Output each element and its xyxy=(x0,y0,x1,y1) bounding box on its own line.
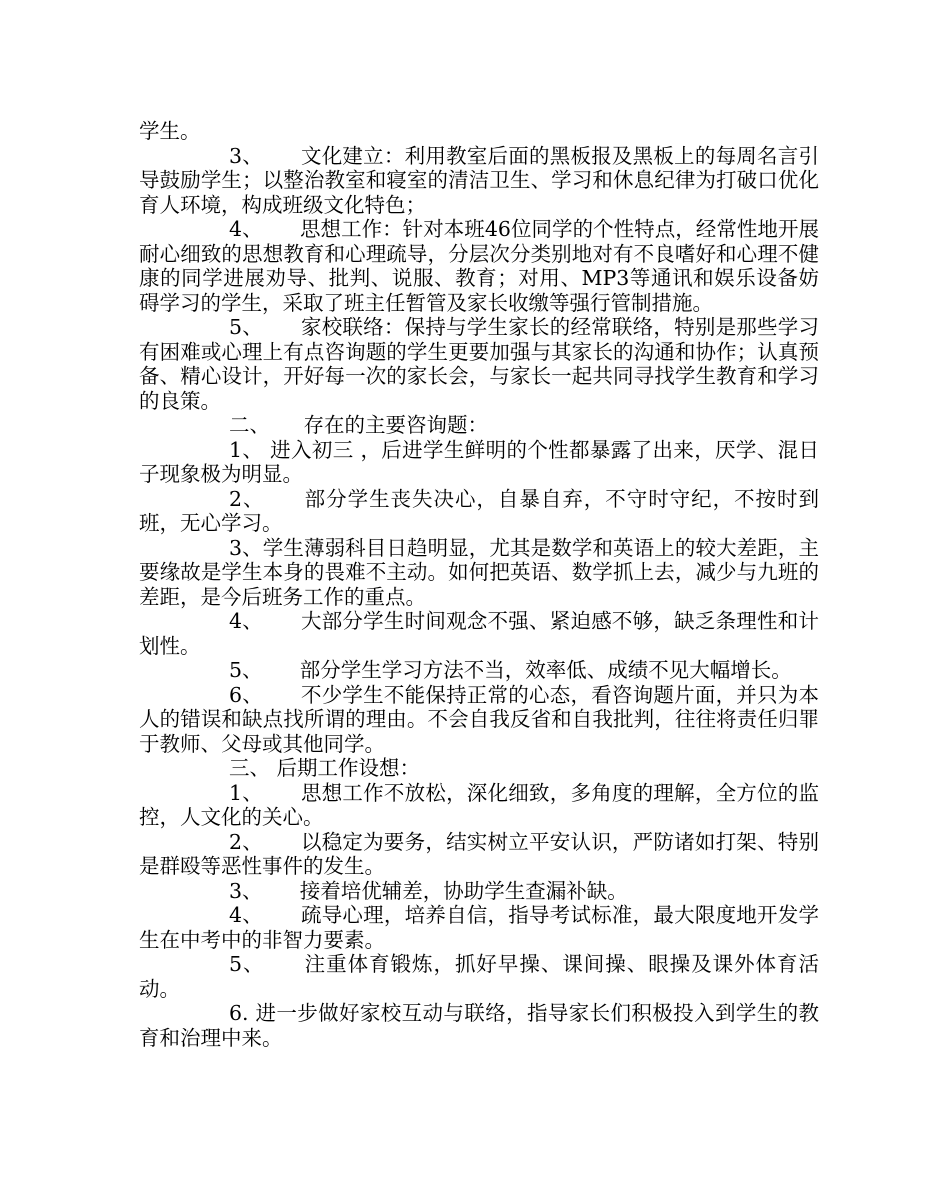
section-heading-later-plans: 三、 后期工作设想： xyxy=(229,756,421,780)
paragraph-problem-3: 3、学生薄弱科目日趋明显，尤其是数学和英语上的较大差距，主要缘故是学生本身的畏难不主动。如何把英语、数学抓上去，减少与九班的差距，是今后班务工作的重点。 xyxy=(139,535,819,609)
paragraph-plan-5: 5、 注重体育锻炼，抓好早操、课间操、眼操及课外体育活动。 xyxy=(139,952,819,1001)
paragraph-plan-6: 6. 进一步做好家校互动与联络，指导家长们积极投入到学生的教育和治理中来。 xyxy=(139,1001,819,1050)
paragraph-problem-4: 4、 大部分学生时间观念不强、紧迫感不够，缺乏条理性和计划性。 xyxy=(139,609,819,658)
paragraph-problem-6: 6、 不少学生不能保持正常的心态，看咨询题片面，并只为本人的错误和缺点找所谓的理由。不会自我反省和自我批判，往往将责任归罪于教师、父母或其他同学。 xyxy=(139,682,819,756)
paragraph-problem-1: 1、 进入初三 ，后进学生鲜明的个性都暴露了出来，厌学、混日子现象极为明显。 xyxy=(139,437,819,486)
paragraph-plan-3: 3、 接着培优辅差，协助学生查漏补缺。 xyxy=(229,878,628,903)
paragraph-plan-1: 1、 思想工作不放松，深化细致，多角度的理解，全方位的监控，人文化的关心。 xyxy=(139,780,819,829)
paragraph-continuation: 学生。 xyxy=(139,119,201,143)
paragraph-home-school-contact: 5、 家校联络：保持与学生家长的经常联络，特别是那些学习有困难或心理上有点咨询题的学生更要加强与其家长的沟通和协作；认真预备、精心设计，开好每一次的家长会，与家长一起共同寻找学生教育和学习的良策。 xyxy=(139,315,819,413)
paragraph-culture-building: 3、 文化建立：利用教室后面的黑板报及黑板上的每周名言引导鼓励学生；以整治教室和寝室的清洁卫生、学习和休息纪律为打破口优化育人环境，构成班级文化特色； xyxy=(139,143,819,217)
section-heading-main-problems: 二、 存在的主要咨询题： xyxy=(229,413,489,437)
paragraph-problem-2: 2、 部分学生丧失决心，自暴自弃，不守时守纪，不按时到班，无心学习。 xyxy=(139,486,819,535)
document-body xyxy=(139,119,819,1050)
paragraph-plan-2: 2、 以稳定为要务，结实树立平安认识，严防诸如打架、特别是群殴等恶性事件的发生。 xyxy=(139,829,819,878)
paragraph-ideological-work: 4、 思想工作：针对本班46位同学的个性特点，经常性地开展耐心细致的思想教育和心理疏导，分层次分类别地对有不良嗜好和心理不健康的同学进展劝导、批判、说服、教育；对用、MP3等通讯和娱乐设备妨碍学习的学生，采取了班主任暂管及家长收缴等强行管制措施。 xyxy=(139,217,819,315)
paragraph-problem-5: 5、 部分学生学习方法不当，效率低、成绩不见大幅增长。 xyxy=(229,658,792,682)
paragraph-plan-4: 4、 疏导心理，培养自信，指导考试标准，最大限度地开发学生在中考中的非智力要素。 xyxy=(139,903,819,952)
